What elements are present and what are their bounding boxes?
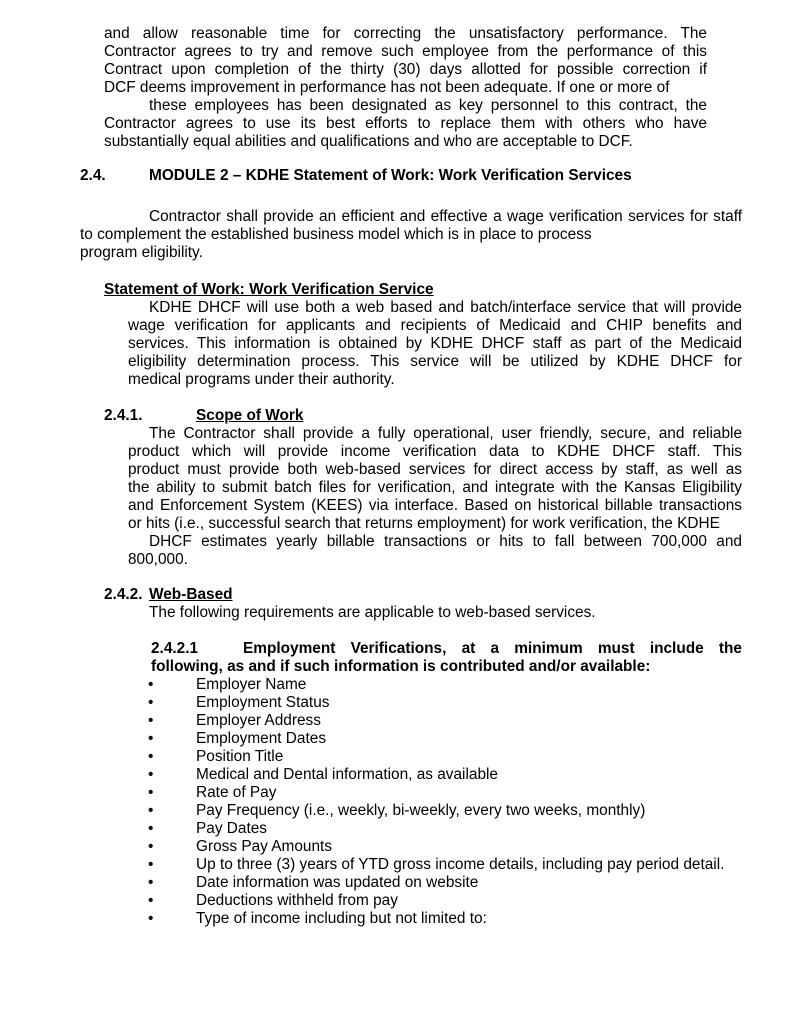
list-item-text: Employer Name [196, 676, 307, 693]
bullet-icon: • [148, 820, 154, 837]
sow-heading: Statement of Work: Work Verification Service [104, 281, 434, 298]
list-item-text: Medical and Dental information, as available [196, 766, 498, 783]
scope-line: product which will provide income verification data to KDHE DHCF staff. This [128, 443, 742, 460]
sow-line: services. This information is obtained by KDHE DHCF staff as part of the Medicaid [128, 335, 742, 352]
intro-line: these employees has been designated as key personnel to this contract, the [149, 97, 707, 114]
intro-line: substantially equal abilities and qualifications and who are acceptable to DCF. [104, 133, 633, 150]
bullet-icon: • [148, 676, 154, 693]
sow-line: wage verification for applicants and recipients of Medicaid and CHIP benefits and [128, 317, 742, 334]
sow-line: KDHE DHCF will use both a web based and batch/interface service that will provide [149, 299, 742, 316]
section-para-line: to complement the established business model which is in place to process [80, 226, 592, 243]
subsection-title-line: Employment Verifications, at a minimum must include the [243, 640, 742, 657]
sow-line: eligibility determination process. This service will be utilized by KDHE DHCF for [128, 353, 742, 370]
list-item-text: Pay Dates [196, 820, 268, 837]
bullet-icon: • [148, 730, 154, 747]
bullet-icon: • [148, 694, 154, 711]
web-based-number: 2.4.2. [104, 586, 143, 603]
intro-line: Contractor agrees to use its best efforts to replace them with others who have [104, 115, 707, 132]
subsection-number: 2.4.2.1 [151, 640, 199, 657]
list-item-text: Employment Dates [196, 730, 327, 747]
list-item-text: Gross Pay Amounts [196, 838, 333, 855]
scope-line: the ability to submit batch files for verification, and integrate with the Kansas Eligibility [128, 479, 742, 496]
bullet-icon: • [148, 748, 154, 765]
scope-line: and Enforcement System (KEES) via interface. Based on historical billable transactions [128, 497, 742, 514]
list-item-text: Up to three (3) years of YTD gross income details, including pay period detail. [196, 856, 725, 873]
section-title: MODULE 2 – KDHE Statement of Work: Work Verification Services [149, 167, 632, 184]
bullet-icon: • [148, 802, 154, 819]
list-item-text: Rate of Pay [196, 784, 277, 801]
scope-number: 2.4.1. [104, 407, 143, 424]
list-item-text: Employment Status [196, 694, 330, 711]
list-item-text: Type of income including but not limited to: [196, 910, 487, 927]
list-item-text: Position Title [196, 748, 284, 765]
bullet-icon: • [148, 874, 154, 891]
bullet-icon: • [148, 856, 154, 873]
bullet-icon: • [148, 838, 154, 855]
bullet-icon: • [148, 766, 154, 783]
intro-line: Contractor agrees to try and remove such employee from the performance of this [104, 43, 707, 60]
bullet-icon: • [148, 910, 154, 927]
scope-line: or hits (i.e., successful search that returns employment) for work verification, the KDHE [128, 515, 720, 532]
scope-line: The Contractor shall provide a fully operational, user friendly, secure, and reliable [149, 425, 742, 442]
intro-line: DCF deems improvement in performance has not been adequate. If one or more of [104, 79, 670, 96]
web-based-title: Web-Based [149, 586, 233, 603]
section-para-line: Contractor shall provide an efficient and effective a wage verification services for staff [149, 208, 742, 225]
subsection-title-line: following, as and if such information is contributed and/or available: [151, 658, 651, 675]
list-item-text: Employer Address [196, 712, 321, 729]
intro-line: and allow reasonable time for correcting the unsatisfactory performance. The [104, 25, 707, 42]
list-item-text: Date information was updated on website [196, 874, 479, 891]
intro-line: Contract upon completion of the thirty (30) days allotted for possible correction if [104, 61, 707, 78]
bullet-icon: • [148, 712, 154, 729]
web-based-intro: The following requirements are applicable to web-based services. [149, 604, 596, 621]
list-item-text: Pay Frequency (i.e., weekly, bi-weekly, every two weeks, monthly) [196, 802, 646, 819]
section-para-line: program eligibility. [80, 244, 203, 261]
list-item-text: Deductions withheld from pay [196, 892, 398, 909]
scope-line: DHCF estimates yearly billable transactions or hits to fall between 700,000 and [149, 533, 742, 550]
scope-line: 800,000. [128, 551, 188, 568]
sow-line: medical programs under their authority. [128, 371, 395, 388]
section-number: 2.4. [80, 167, 106, 184]
scope-title: Scope of Work [196, 407, 304, 424]
scope-line: product must provide both web-based services for direct access by staff, as well as [128, 461, 742, 478]
bullet-icon: • [148, 784, 154, 801]
bullet-icon: • [148, 892, 154, 909]
